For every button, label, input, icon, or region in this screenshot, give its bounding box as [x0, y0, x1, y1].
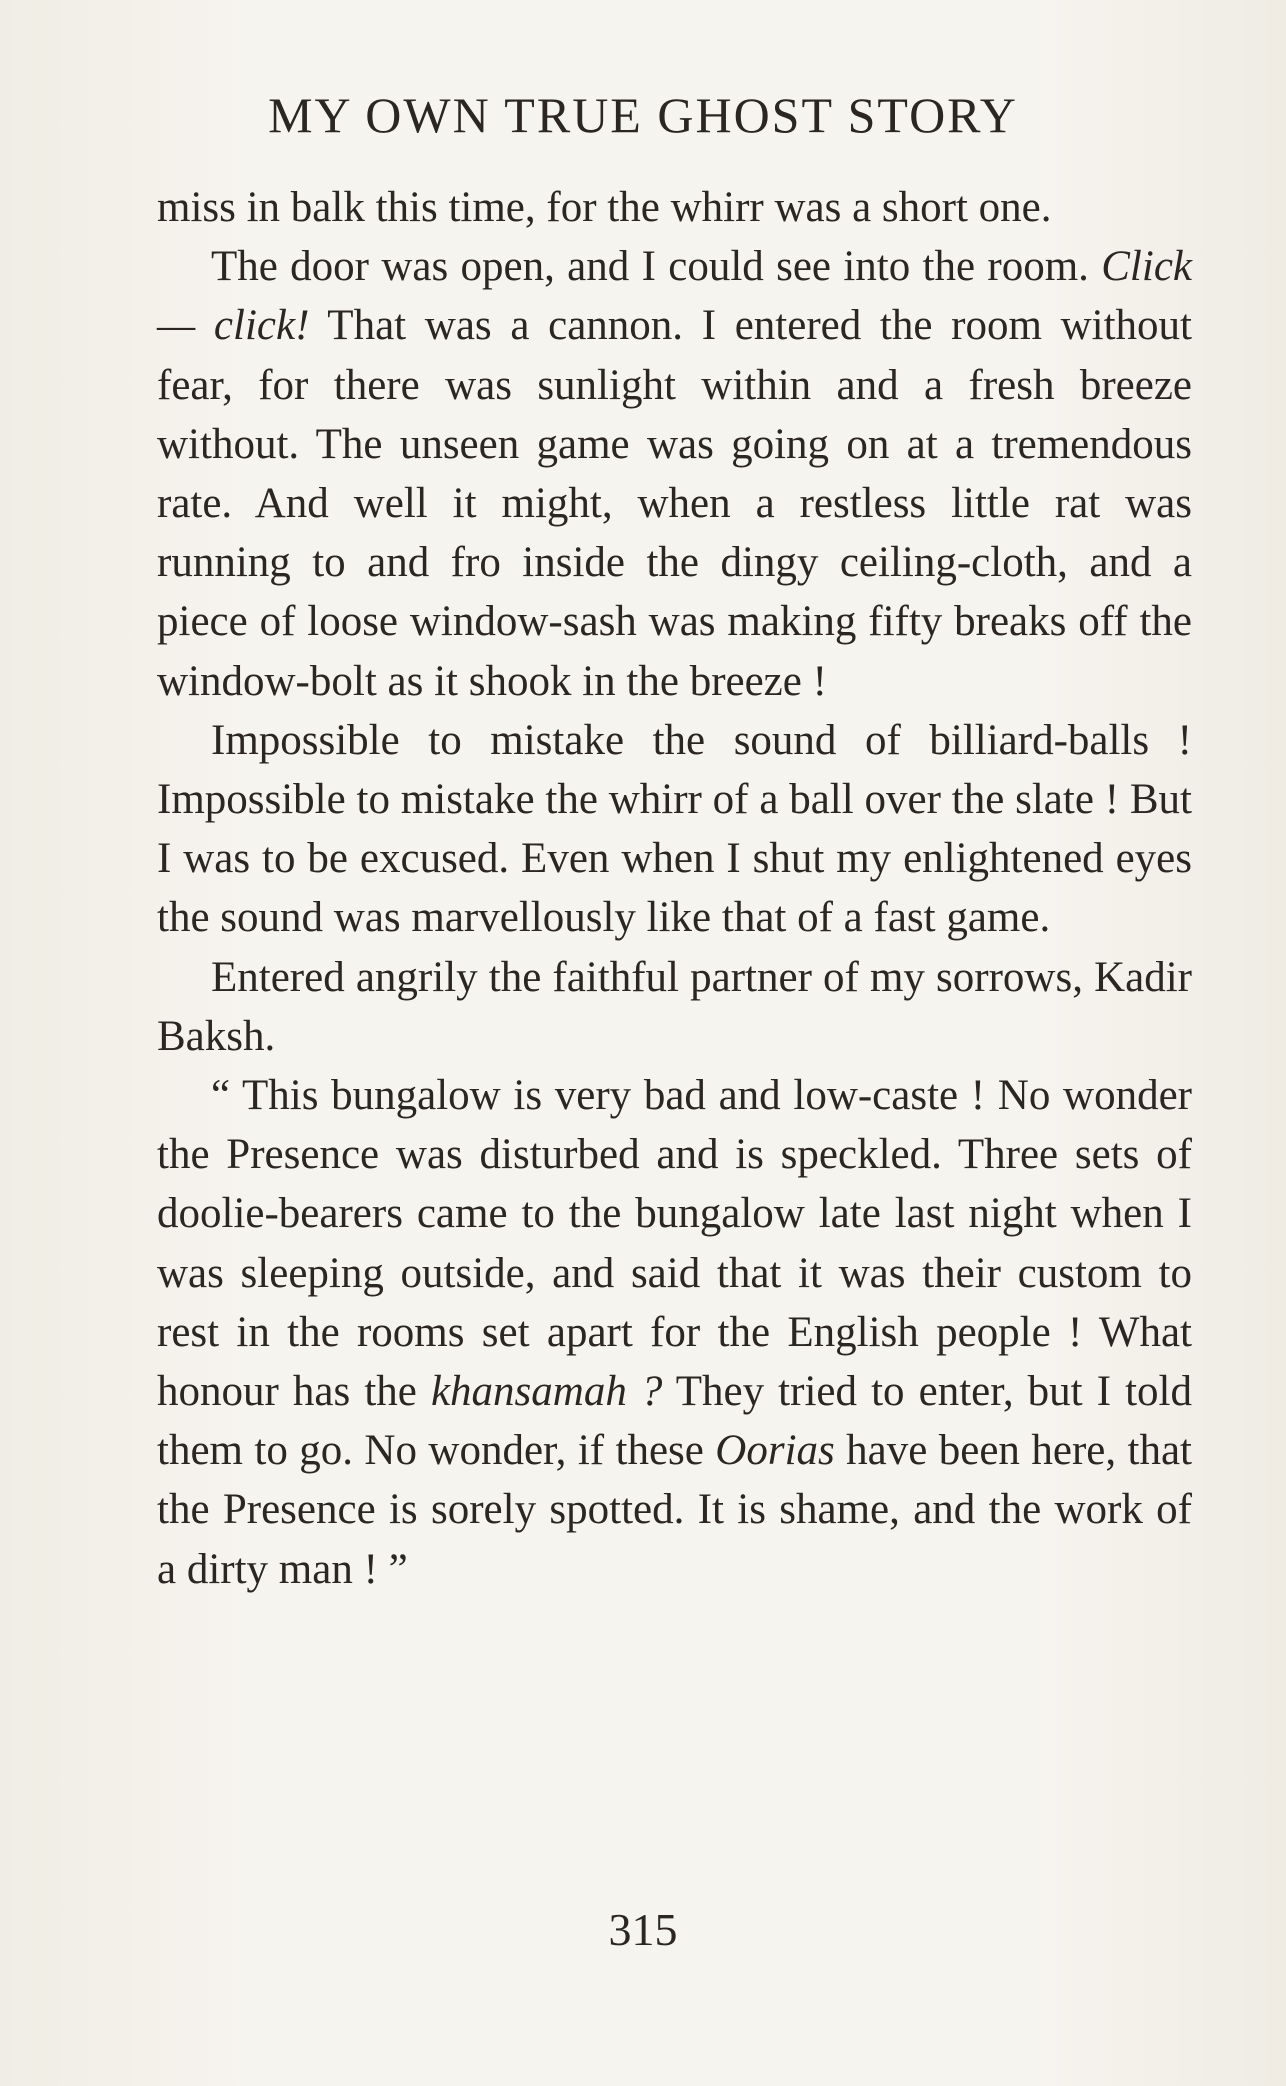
body-text: [157, 178, 1192, 1599]
paragraph-2-text-b: That was a cannon. I entered the room without fear, for there was sunlight within and a fresh breeze without. The unseen game was going on at a tremendous rate. And well it might, when a restless little rat was running to and fro inside the dingy ceiling-cloth, and a piece of loose window-sash was making fifty breaks off the window-bolt as it shook in the breeze !: [157, 302, 1192, 705]
paragraph-2-italic-click: Click — click!: [157, 243, 1192, 350]
paragraph-2-text-a: The door was open, and I could see into the room.: [211, 243, 1102, 291]
paragraph-5-text-c: have been here, that the Presence is sorely spotted. It is shame, and the work of a dirty man ! ”: [157, 1427, 1192, 1593]
paragraph-5-italic-oorias: Oorias: [715, 1427, 835, 1475]
paragraph-3-text: Impossible to mistake the sound of billiard-balls ! Impossible to mistake the whirr of a ball over the slate ! But I was to be excused. Even when I shut my enlightened eyes the sound was marvellously like that of a fast game.: [157, 716, 1192, 942]
page-number: 315: [608, 1904, 678, 1955]
paragraph-1: [157, 178, 1192, 237]
paragraph-5-italic-khansamah: khansamah ?: [430, 1368, 663, 1416]
paragraph-4-text: Entered angrily the faithful partner of my sorrows, Kadir Baksh.: [157, 953, 1192, 1060]
paragraph-2: [157, 237, 1192, 711]
paragraph-4: [157, 948, 1192, 1066]
paragraph-5-text-b: They tried to enter, but I told them to go. No wonder, if these: [157, 1368, 1193, 1475]
paragraph-5-text-a: “ This bungalow is very bad and low-caste ! No wonder the Presence was disturbed and is speckled. Three sets of doolie-bearers came to the bungalow late last night when I was sleeping outside, and said that it was their custom to rest in the rooms set apart for the English people ! What honour has the: [157, 1072, 1192, 1416]
paragraph-1-text: miss in balk this time, for the whirr was a short one.: [157, 184, 1052, 231]
running-head: MY OWN TRUE GHOST STORY: [268, 87, 1018, 143]
paragraph-5: [157, 1066, 1192, 1599]
paragraph-3: [157, 711, 1192, 948]
